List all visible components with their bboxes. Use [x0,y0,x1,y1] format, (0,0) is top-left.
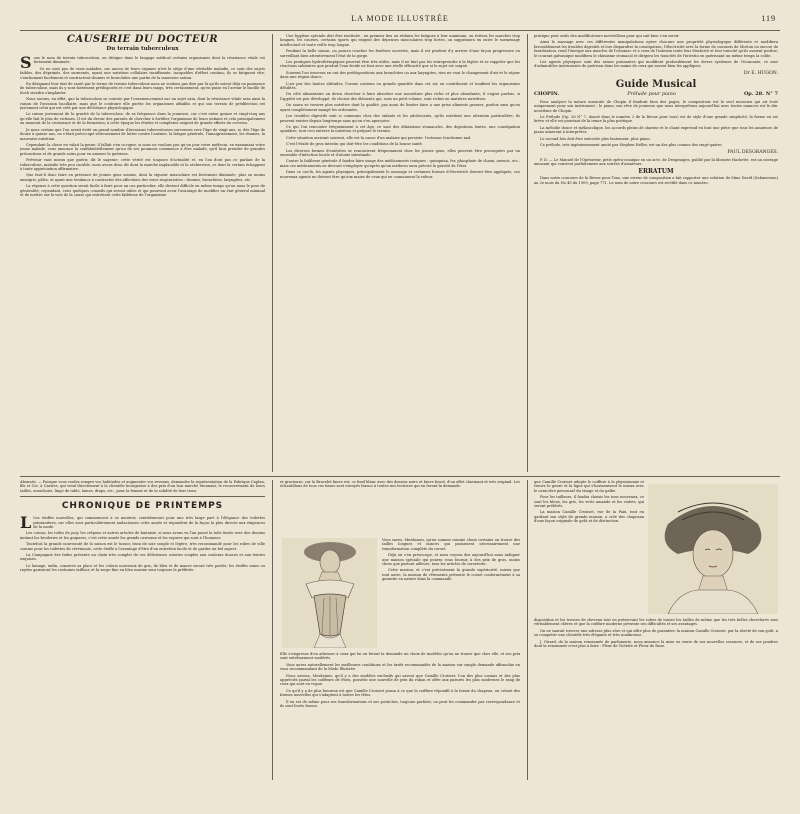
music-piece-row [534,91,778,98]
header-rule [20,30,780,31]
drop-cap: S [20,53,32,72]
hygiene-paragraph: L'air pur des hautes altitudes, l'ozone contenu en grande quantité dans cet air, en contribuent et tonifient les organismes débilités. [280,81,520,91]
hygiene-paragraph: Les diverses formes d'entérites se rencontrent fréquemment chez les jeunes gens, elles peuvent être provoquées par un ensemble d'infection locale et d'atonie intestinale. [280,148,520,157]
corset-paragraph: Il en est de même pour ses transformations et ses postiches, toujours parfaits; on peut les commander par correspondance et ils sont livrés franco. [280,699,520,709]
coiffure-paragraph: Pour les tailleurs, il faudra choisir les tons nouveaux, ce sont les bleus, les gris, les verts amande et les violets, qui seront préférés. [534,495,644,509]
corset-paragraph: et gracieuse, car la Bracelet fauve est, ce fond blanc avec des dessins noirs et fauve foncé, d'un effet charmant et très original. Les échantillons de tous ces tissus sont envoyés franco à toutes nos lectrices qui en feront la demande. [280,480,520,489]
guide-paragraph: Ce prélude, très ingénieusement anoté par Stephen Heller, est un des plus connus des vingt-quatre. [540,143,723,148]
corset-paragraph: Vous aurez naturellement les meilleures conditions et les tarifs recommandés de la maison sur simple demande affranchie en vous recommandant de la Mode Illustrée. [280,662,520,672]
running-head [20,14,780,28]
drop-cap: L [20,513,32,533]
causerie-subtitle: Du terrain tuberculeux [106,46,179,52]
coiffure-illustration [648,484,778,614]
coiffure-bottom-text [534,618,778,780]
coiffure-paragraph: J. Girard, de la maison renommée de parfumerie, nous annonce la mise en vente de ses nouvelles essences, et de ses poudres dont la renommée n'est plus à faire : Fleur de Violette et Fleur de Rose. [534,639,778,649]
hygiene-column [280,34,520,472]
chronique-paragraph: Le lainage, enfin, conserve sa place et les coloris nouveaux de gris, de bleu et de mauve seront très portés; les étoffes unies ou rayées garniront les costumes tailleur, et la serge fine en bleu marine sera toujours la préférée. [20,563,265,573]
hygiene-paragraph: Contre la faiblesse générale il faudra faire usage des médicaments toniques : quinquina, fer, phosphate de chaux, arsenic, etc., mais ces médicaments ne devront s'employer qu'après qu'un médecin aura précisé la gravité de l'état. [280,159,520,168]
causerie-paragraph: Sous le nom de terrain tuberculeux, on désigne dans le langage médical certains organismes dont la résistance vitale est fortement diminuée. [20,53,265,72]
guide-column [534,34,778,472]
chronique-paragraph: La Compagnie des Indes présente un choix très complet de ces délicieuses soieries souples aux couleurs douces et aux teintes exquises. [20,553,265,562]
hygiene-paragraph: On saura se trouver plus nutritive dont la qualité, pas aussi de limiter faire a une prise aliments grasses, parfois sans qu'en ayant complètement mangé les ordonnées. [280,103,520,112]
neck-shape [698,576,728,592]
guide-paragraph: La mélodie douce et mélancolique, les accords pleins de charme et le chant expressif en font une pièce que tous les amateurs de piano aimeront à interpréter. [534,125,778,135]
guide-musical-title: Guide Musical [615,78,697,90]
chronique-paragraph: Toutefois la grande nouveauté de la saison est le tussor, tissu de soie souple et légère, très recommandé pour les robes de ville comme pour les toilettes de cérémonie, cette étoffe a l'avantage d'être d'un entretien facile et de garder un bel aspect. [20,542,265,551]
chronique-title: CHRONIQUE DE PRINTEMPS [61,501,224,512]
hygiene-paragraph: Souvent l'on trouvera en ont des prédispositions aux bronchites ou aux laryngites, rien ne vaut le changement d'air et le séjour dans une région douce. [280,70,520,80]
chronique-paragraph: Les cotons, les toiles de jouy, les crêpons et autres articles de fantaisie, si nous avons vu l'an passé la toile tissée avec des dessins imitant les broderies et les guipures, c'est cette année les grands carreaux et les rayures qui sont à l'honneur. [20,531,265,540]
erratum-text: Dans notre concours de la Revue pour Tous, une erreur de composition a fait rapporter une solution de Mme David (Submersion) au 2e mois du No 49 du 1909, page 771. Le nom de notre concours est rectifié dans ce numéro. [534,176,778,185]
corset-illustration [282,538,377,648]
corset-paragraph: Nous savons, Mesdames, qu'il y a des modèles exclusifs qui savent que Camille Croisset, l'un des plus connus et des plus appréciés parmi les coiffeurs de Paris, possède une nouvelle de prix du ruban et offre aux parures les plus modernes le rang de ceux qui sont en vogue. [280,673,520,687]
massage-paragraph: Ainsi le massage avec ces différentes manipulations opère chacune une propriété physiologique différente et modifiera favorablement les troubles digestifs et lors disparaître la constipation; l'électricité avec la forme de courants de Morton ou encore de faradisation, rend l'énergie aux muscles de l'estomac et à ceux de l'intestin toute leur élasticité et leur tonicité qu'ils avaient perdue; le courant galvanique modifiera le chimisme stomacal et dirigera les tonicités de l'intestin en guérissant un même temps la colite. [534,40,778,58]
guide-paragraph: P. D. — Le Manuel de l'Opérateur, petit opéra-comique en un acte, de Desgranges, publié par la librairie Hachette, est un ouvrage amusant qui convient parfaitement aux soirées d'amateurs. [534,157,778,166]
causerie-title: CAUSERIE DU DOCTEUR [66,34,219,45]
page-number: 119 [761,14,776,23]
causerie-paragraph: Cependant la chose en valait la peine; il fallait s'en occuper, si nous ne voulons pas qu'un jour votre médecin, en examinant votre jeune malade, vous annonce la confidentiellement qu'un de ses poumons commence à être malade, qu'il faut prendre de grandes précautions et de grands soins pour en amener la guérison. [20,142,265,156]
massage-paragraph: pratique peut seuls des modificateurs merveilleux pour qui sait bien s'en servir. [534,34,680,38]
advertisement-text: Abonnés. — Puisque vous voulez rompre vos habitudes et augmenter vos revenus, demandez la représentation de la Fabrique Caplan, fils et Cie, à Castres, qui vend directement à la clientèle bourgeoise à des prix d'un bon marché étonnant; le recouvrement de leurs tailles, mouchoirs, linge de table, lames, draps, etc., pour la femme et de la solidité de leur tissu. [20,480,265,493]
column-rule [272,480,273,780]
coiffure-paragraph: que Camille Croisset adopte le coiffure à la physionomie et trouve le genre et la ligne qui s'harmonisent le mieux avec le caractère personnel du visage et du galbe. [534,480,644,493]
hygiene-paragraph: Dans ce cas-là, les agents physiques, principalement le massage et certaines formes d'électricité doivent être appliqués; ces nouveaux agents ne doivent être qu'aux mains de ceux qui en connaissent la valeur. [280,170,520,179]
corset-paragraph: Vous savez, Mesdames, qu'en somme comme chose certaine on trouve des tailles longues et minces qui paraissent nécessairement une transformation complète du corset. [382,538,520,551]
section-rule [20,476,780,477]
guide-paragraph: Le Prélude (Op. 28 N° 7, donné dans le numéro 2 de la Revue pour tous) est de style d'une grande simplicité, la forme en est brève et elle est pourtant de la tenue la plus poétique. [534,115,778,124]
column-rule [527,480,528,780]
coiffure-paragraph: disposition et les tresses de cheveux tout en préservant les robes de toutes les tailles de même que les très belles chevelures sont véritablement chères et que la coiffure moderne présente ses difficultés et ses avantages. [534,618,778,627]
hygiene-paragraph: Les troubles digestifs sont si communs chez des enfants et les adolescents, qu'ils méritent une attention particulière; ils peuvent exister depuis longtemps sans qu'on s'en aperçoive. [280,114,520,123]
ad-rule [20,496,265,497]
hygiene-paragraph: C'est l'étude de gros intestin qui doit-être les conditions de la bonne santé. [286,142,423,147]
hygiene-paragraph: Les pratiques hydrothérapiques peuvent être très utiles, mais il ne faut pas les entreprendre à la légère et se rappeler que les réactions salutaires que produit l'eau froide ne font avec une réelle efficacité que si le sujet est soigné. [280,60,520,69]
corset-paragraph: Ce qu'il y a de plus heureux est que Camille Croisset pensa à ce que la coiffure répondît à la forme du chapeau, en créant des formes nouvelles qui s'adaptent à toutes les têtes. [280,688,520,698]
chronique-column [20,480,265,780]
coiffure-paragraph: La maison Camille Croisset, rue de la Paix, tout en gardant son style de grande maison, a créé des chapeaux d'une façon originale de goût et de distinction. [534,510,644,524]
chronique-paragraph: L Les étoffes nouvelles, qui commencent à se montrer, contribueront pour une très large part à l'élégance des toilettes printanières, car elles sont particulièrement audacieuses cette année et répondent de la façon la plus directe aux exigences de la mode. [20,513,265,533]
guide-paragraph: Le second fois doit être exécutée plus lentement, plus piano. [540,136,651,141]
causerie-paragraph: Ce ne sont pas de vrais malades, car aucun de leurs organes n'est le siège d'une véritable maladie, ce sont des sujets faibles, des déprimés, des surmenés, ayant une nutrition cellulaire insuffisante, incapables d'effort continu; ils se fatiguent vite, s'enrhument facilement et contractent rhumes et bronchites une partie de la mauvaise saison. [20,66,265,80]
magazine-page [20,14,780,784]
corset-top-text [280,480,520,540]
corset-figure-svg [282,538,377,648]
hygiene-paragraph: Une hygiène spéciale doit être instituée : en premier lieu on réduira les fatigues à leur minimum, on évitera les marches trop longues, les courses, certains sports qui exigent des dépenses musculaires trop fortes, on supprimera en outre le surmenage intellectuel et toute veille trop longue. [280,34,520,47]
massage-paragraph: Les agents physiques sont des armes puissantes qui modifient profondément les divers systèmes de l'économie, ce sont d'admirables instruments de guérison dans les mains de ceux qui savent bien les appliquer. [534,60,778,69]
causerie-paragraph: La réponse à cette question serait facile à faire pour un cas particulier, elle devient difficile en même temps qu'on nous le pose de généralité; cependant, voici quelques conseils qui seront utiles et qui pourront avoir l'avantage de modifier un état général minimal et de mettre sur la voie de la cause qui entretient cette faiblesse de l'organisme. [20,184,265,197]
shoulders-shape [668,590,758,614]
corset-paragraph: Elle s'empresse d'en adresser à ceux qui lui en feront la demande un choix de modèles qu'on ne trouve que chez elle, et ses prix sont extrêmement modérés. [280,652,520,661]
column-rule [272,34,273,472]
causerie-column [20,34,265,472]
corset-paragraph: Déjà on s'en préoccupe, et nous voyons des aujourd'hui nous indiquer une maison spéciale qui pourra vous fournir, à des prix de gros, moins chers que partout ailleurs, tous les articles de corseterie. [382,553,520,567]
hygiene-paragraph: Pendant la belle saison, on pourra coucher les fenêtres ouvertes, mais il est prudent d'y arriver d'une façon progressive en surveillant bien attentivement l'état de la gorge. [280,49,520,58]
coiffure-paragraph: On ne saurait trouver une adresse plus sûre et qui offre plus de garanties: la maison Camille Croisset, par la sûreté de son goût, a su conquérir une clientèle très élégante et très nombreuse. [534,628,778,638]
erratum-title: ERRATUM [638,168,674,176]
causerie-paragraph: Le raison justement de la gravité de la tuberculose, de sa fréquence dans la jeunesse, car c'est entre quinze et vingt-cinq ans qu'elle fait le plus de victimes. Il est du devoir des parents de chercher à fortifier l'organisme de leurs enfants et cela principalement au moment de la croissance et de la formation; à cette époque les études et complexes exigent de grands efforts du cerveau. [20,112,265,126]
hygiene-paragraph: Cette situation arrivant souvent, elle est la cause d'un malaise qui persiste: l'estomac fonctionne mal. [286,135,472,140]
guide-paragraph: Pour analyser la nature musicale de Chopin il faudrait bien des pages, le compositeur est le seul musicien qui ait écrit uniquement pour son instrument : le piano; son rêve de jeunesse que nous interprétons aujourd'hui avec toutes nuances est le dix-neuvième de Chopin. [534,99,778,113]
piece-title: Prélude pour piano [627,90,676,97]
causerie-paragraph: Que faut-il donc faire en présence de jeunes gens soumis, dont la vigueur musculaire est fortement diminuée, plus ou moins amaigris, pâles, et ayant une tendance à contracter des affections des voies respiratoires : rhumes, bronchites, laryngites, etc. [20,173,265,182]
face-shape [693,530,733,578]
coiffure-side-text [534,480,644,610]
opus-number: Op. 28. N° 7 [743,90,778,97]
massage-signature: Dr E. HUGON. [743,70,778,76]
coiffure-figure-svg [648,484,778,614]
causerie-paragraph: Je nous certain que l'on serait évité un grand nombre d'invasions tuberculeuses survenues vers l'âge de vingt ans, si, dès l'âge de douze à quinze ans, on s'était préoccupé sérieusement de lutter contre l'anémie, la fatigue générale, l'amaigrissement, les rhumes, la mauvaise nutrition. [20,127,265,141]
causerie-paragraph: Nous savons, en effet, que la tuberculose se convoie par l'ensemencement sur un sujet sain, dont la résistance vitale sera ainsi la raison de l'invasion bacillaire, mais que le contraire elle guette les organismes affaiblis et qui son terrain de prédilection est justement celui qui est créé par une déchéance physiologique. [20,97,265,111]
column-rule [527,34,528,472]
causerie-paragraph: Prévenir vaut mieux que guérir, dit le sagesse; cette vérité est toujours d'actualité et, en l'an dont pas ce parlant de la tuberculose, maladie très peu curable, nous avons donc dit dont la marche implacable et la sécheresse, ce dont la certain échappent à toute appréciation affirmative. [20,158,265,171]
composer-name: CHOPIN. [534,90,560,97]
hygiene-paragraph: Ce qui l'on rencontre fréquemment à cet âge, ce sont des dilatations stomacales, des digestions lentes, une constipation opiniâtre; tout ceci entrave la nutrition et prépare le terrain. [280,124,520,134]
corset-bottom-text [280,652,520,780]
running-head-title: LA MODE ILLUSTRÉE [351,14,449,23]
hygiene-paragraph: Du côté alimentaire on devra chercher à faire absorber une nourriture plus riche et plus abondante; il s'agira parfois, si l'appétit est peu développé, de choisir des éléments qui, sous un petit volume, sont riches en matières nutritives. [280,92,520,101]
face-shape [320,550,340,574]
guide-signature: PAUL DESGRANGES. [727,149,778,155]
causerie-paragraph: En désignant leur état de santé par le terme de terrain tuberculeux nous ne voulons pas dire par là qu'ils soient déjà en puissance de tuberculose, mais ils y sont fortement prédisposés et c'est dans leurs rangs, très certainement, qu'en puise en l'avenir le bacille de Koch viendra s'implanter. [20,82,265,95]
corset-side-text [382,538,520,648]
corset-paragraph: Cette maison, et c'est précisément la grande supériorité, mieux que tout autre, la maison de vêtements présente le corset conformément à sa garantie en nature dans la commande. [382,568,520,582]
